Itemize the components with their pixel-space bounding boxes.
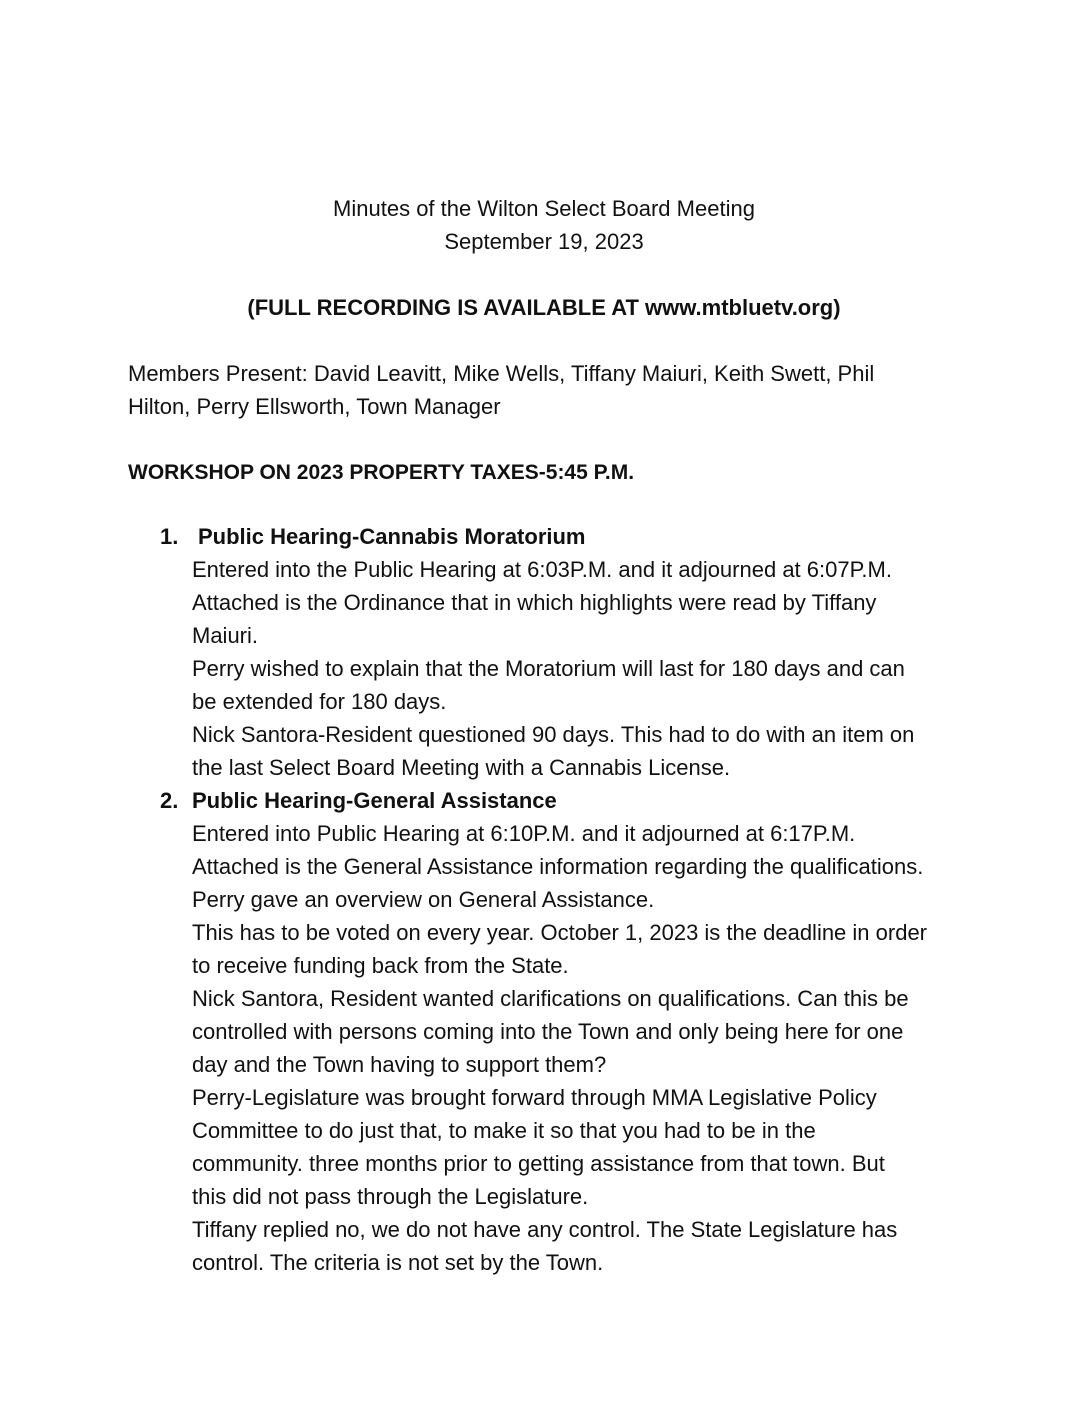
members-present-line-2: Hilton, Perry Ellsworth, Town Manager bbox=[128, 394, 501, 419]
agenda-item-body bbox=[192, 817, 960, 1279]
body-line: Nick Santora-Resident questioned 90 days. This had to do with an item on bbox=[192, 722, 915, 747]
document-header bbox=[0, 192, 1088, 258]
agenda-item-title: Public Hearing-Cannabis Moratorium bbox=[198, 524, 586, 549]
body-line: Committee to do just that, to make it so that you had to be in the bbox=[192, 1118, 816, 1143]
agenda-item-2 bbox=[160, 784, 960, 1279]
body-line: be extended for 180 days. bbox=[192, 689, 447, 714]
body-line: Nick Santora, Resident wanted clarifications on qualifications. Can this be bbox=[192, 986, 909, 1011]
document-title: Minutes of the Wilton Select Board Meeting bbox=[333, 196, 755, 221]
body-line: Entered into Public Hearing at 6:10P.M. and it adjourned at 6:17P.M. bbox=[192, 821, 856, 846]
body-line: This has to be voted on every year. October 1, 2023 is the deadline in order bbox=[192, 920, 928, 945]
agenda-item-heading bbox=[160, 784, 960, 817]
body-line: Maiuri. bbox=[192, 623, 259, 648]
agenda-item-number: 2. bbox=[160, 788, 179, 813]
members-present-line-1: Members Present: David Leavitt, Mike Wells, Tiffany Maiuri, Keith Swett, Phil bbox=[128, 361, 875, 386]
body-line: community. three months prior to getting assistance from that town. But bbox=[192, 1151, 885, 1176]
body-line: Attached is the General Assistance information regarding the qualifications. bbox=[192, 854, 924, 879]
recording-note: (FULL RECORDING IS AVAILABLE AT www.mtbluetv.org) bbox=[247, 295, 841, 320]
body-line: controlled with persons coming into the Town and only being here for one bbox=[192, 1019, 904, 1044]
agenda-item-number: 1. bbox=[160, 524, 179, 549]
body-line: Tiffany replied no, we do not have any control. The State Legislature has bbox=[192, 1217, 898, 1242]
agenda-item-1 bbox=[160, 520, 960, 784]
body-line: this did not pass through the Legislature. bbox=[192, 1184, 589, 1209]
agenda-item-heading bbox=[160, 520, 960, 553]
agenda-item-body bbox=[192, 553, 960, 784]
meeting-date: September 19, 2023 bbox=[444, 229, 644, 254]
members-present bbox=[128, 357, 928, 423]
body-line: Perry wished to explain that the Moratorium will last for 180 days and can bbox=[192, 656, 905, 681]
body-line: the last Select Board Meeting with a Cannabis License. bbox=[192, 755, 731, 780]
agenda-items bbox=[160, 520, 960, 1279]
body-line: Attached is the Ordinance that in which highlights were read by Tiffany bbox=[192, 590, 877, 615]
body-line: Perry gave an overview on General Assistance. bbox=[192, 887, 655, 912]
body-line: Perry-Legislature was brought forward through MMA Legislative Policy bbox=[192, 1085, 877, 1110]
body-line: Entered into the Public Hearing at 6:03P.M. and it adjourned at 6:07P.M. bbox=[192, 557, 892, 582]
body-line: control. The criteria is not set by the Town. bbox=[192, 1250, 604, 1275]
agenda-item-title: Public Hearing-General Assistance bbox=[192, 788, 557, 813]
body-line: day and the Town having to support them? bbox=[192, 1052, 607, 1077]
body-line: to receive funding back from the State. bbox=[192, 953, 569, 978]
workshop-heading: WORKSHOP ON 2023 PROPERTY TAXES-5:45 P.M. bbox=[128, 461, 635, 484]
